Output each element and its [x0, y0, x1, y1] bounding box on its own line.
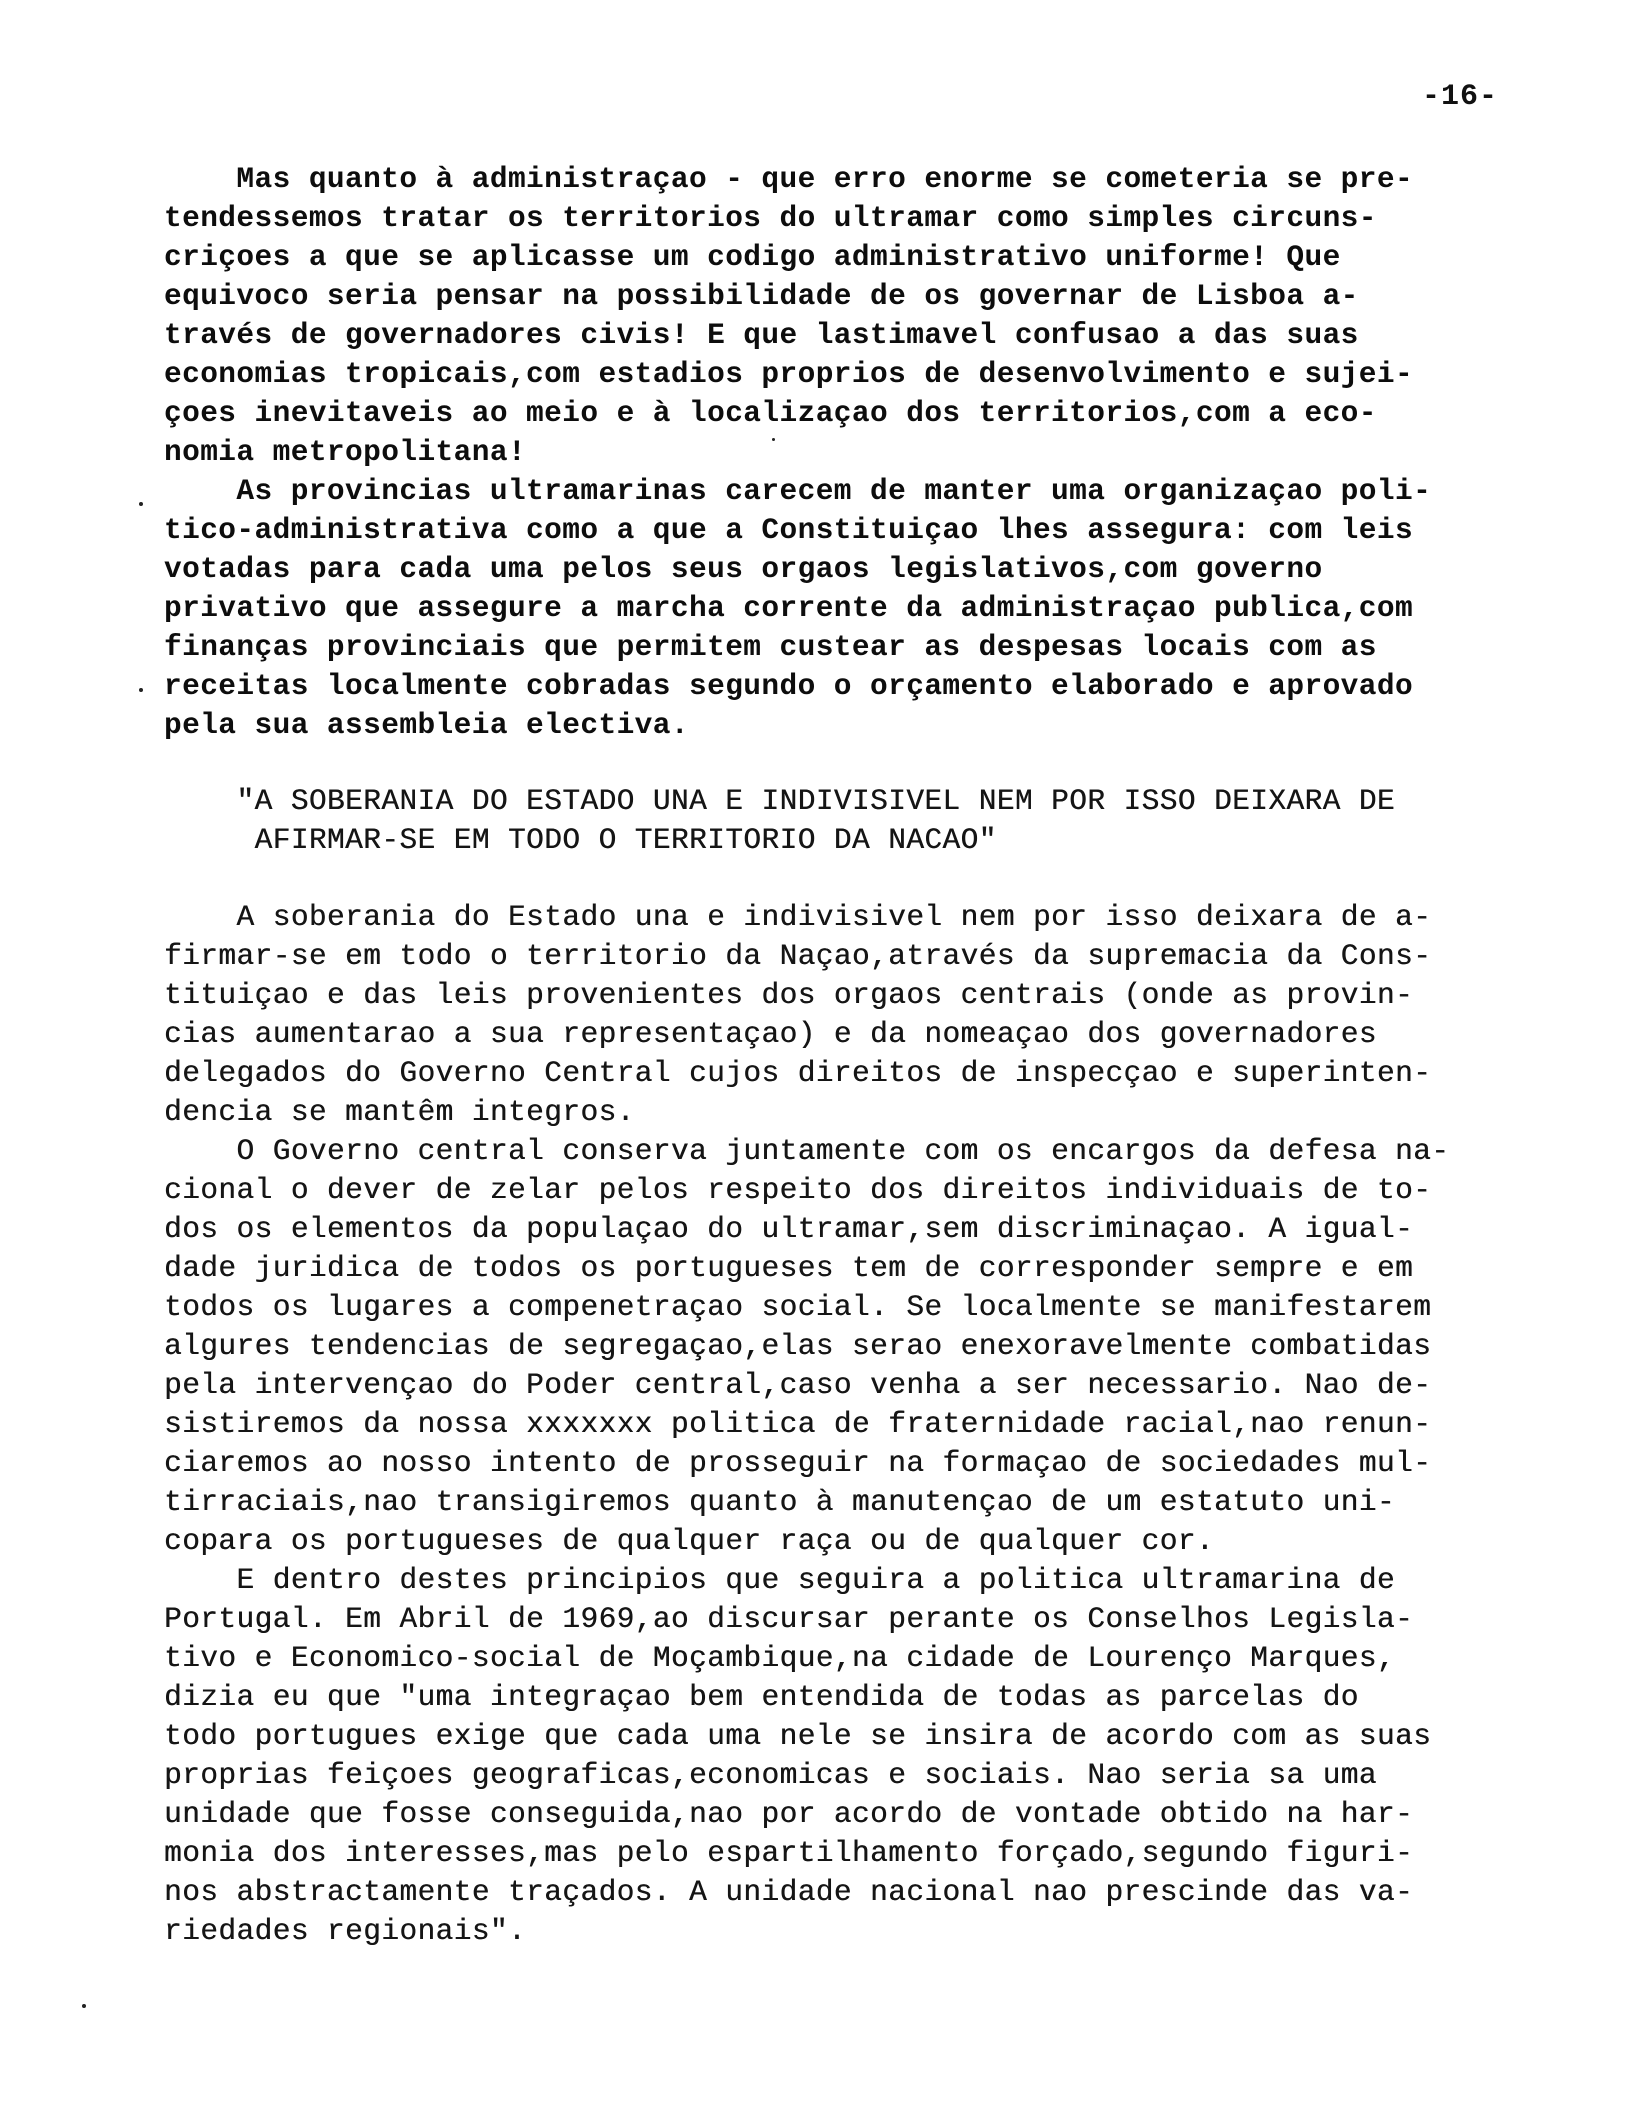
section-heading	[164, 782, 1564, 860]
paragraph-central-government	[164, 1132, 1564, 1561]
text-line: tendessemos tratar os territorios do ultramar como simples circuns-	[164, 201, 1377, 235]
text-line: proprias feiçoes geograficas,economicas e sociais. Nao seria sa uma	[164, 1758, 1377, 1792]
text-line: As provincias ultramarinas carecem de manter uma organizaçao poli-	[164, 474, 1432, 508]
heading-line: "A SOBERANIA DO ESTADO UNA E INDIVISIVEL NEM POR ISSO DEIXARA DE	[164, 784, 1395, 818]
text-line: pela sua assembleia electiva.	[164, 708, 689, 742]
text-line: dizia eu que "uma integraçao bem entendida de todas as parcelas do	[164, 1680, 1359, 1714]
text-line: monia dos interesses,mas pelo espartilhamento forçado,segundo figuri-	[164, 1836, 1414, 1870]
text-line: nomia metropolitana!	[164, 435, 527, 469]
text-line: firmar-se em todo o territorio da Naçao,através da supremacia da Cons-	[164, 939, 1432, 973]
text-line: pela intervençao do Poder central,caso venha a ser necessario. Nao de-	[164, 1368, 1432, 1402]
text-line: riedades regionais".	[164, 1914, 527, 1948]
paragraph-administration	[164, 160, 1564, 472]
scan-speck	[772, 438, 775, 441]
paragraph-sovereignty	[164, 898, 1564, 1132]
text-line: nos abstractamente traçados. A unidade nacional nao prescinde das va-	[164, 1875, 1414, 1909]
text-line: A soberania do Estado una e indivisivel nem por isso deixara de a-	[164, 900, 1432, 934]
text-line: Mas quanto à administraçao - que erro enorme se cometeria se pre-	[164, 162, 1414, 196]
text-line: tirraciais,nao transigiremos quanto à manutençao de um estatuto uni-	[164, 1485, 1395, 1519]
text-line: dos os elementos da populaçao do ultramar,sem discriminaçao. A igual-	[164, 1212, 1414, 1246]
text-line: equivoco seria pensar na possibilidade de os governar de Lisboa a-	[164, 279, 1359, 313]
text-line: todo portugues exige que cada uma nele se insira de acordo com as suas	[164, 1719, 1432, 1753]
scan-speck	[139, 502, 143, 506]
text-line: algures tendencias de segregaçao,elas serao enexoravelmente combatidas	[164, 1329, 1432, 1363]
text-line: todos os lugares a compenetraçao social. Se localmente se manifestarem	[164, 1290, 1432, 1324]
text-line: finanças provinciais que permitem custear as despesas locais com as	[164, 630, 1377, 664]
heading-line: AFIRMAR-SE EM TODO O TERRITORIO DA NACAO"	[164, 823, 997, 857]
text-line: cias aumentarao a sua representaçao) e da nomeaçao dos governadores	[164, 1017, 1377, 1051]
text-line: cional o dever de zelar pelos respeito dos direitos individuais de to-	[164, 1173, 1432, 1207]
text-line: çoes inevitaveis ao meio e à localizaçao dos territorios,com a eco-	[164, 396, 1377, 430]
page-number: -16-	[1422, 80, 1499, 114]
text-line: sistiremos da nossa xxxxxxx politica de fraternidade racial,nao renun-	[164, 1407, 1432, 1441]
text-line: dade juridica de todos os portugueses tem de corresponder sempre e em	[164, 1251, 1414, 1285]
text-line: delegados do Governo Central cujos direitos de inspecçao e superinten-	[164, 1056, 1432, 1090]
text-line: copara os portugueses de qualquer raça ou de qualquer cor.	[164, 1524, 1214, 1558]
text-line: través de governadores civis! E que lastimavel confusao a das suas	[164, 318, 1359, 352]
text-line: criçoes a que se aplicasse um codigo administrativo uniforme! Que	[164, 240, 1341, 274]
paragraph-overseas-provinces	[164, 472, 1564, 745]
text-line: O Governo central conserva juntamente com os encargos da defesa na-	[164, 1134, 1450, 1168]
scan-speck	[139, 688, 143, 692]
text-line: unidade que fosse conseguida,nao por acordo de vontade obtido na har-	[164, 1797, 1414, 1831]
text-line: votadas para cada uma pelos seus orgaos legislativos,com governo	[164, 552, 1323, 586]
text-line: privativo que assegure a marcha corrente da administraçao publica,com	[164, 591, 1414, 625]
text-line: receitas localmente cobradas segundo o orçamento elaborado e aprovado	[164, 669, 1414, 703]
text-line: E dentro destes principios que seguira a politica ultramarina de	[164, 1563, 1395, 1597]
paragraph-policy-principles	[164, 1561, 1564, 1951]
text-line: tituiçao e das leis provenientes dos orgaos centrais (onde as provin-	[164, 978, 1414, 1012]
text-line: Portugal. Em Abril de 1969,ao discursar perante os Conselhos Legisla-	[164, 1602, 1414, 1636]
scan-speck	[82, 2004, 86, 2008]
text-line: ciaremos ao nosso intento de prosseguir na formaçao de sociedades mul-	[164, 1446, 1432, 1480]
text-line: tivo e Economico-social de Moçambique,na cidade de Lourenço Marques,	[164, 1641, 1395, 1675]
text-line: tico-administrativa como a que a Constituiçao lhes assegura: com leis	[164, 513, 1414, 547]
text-line: dencia se mantêm integros.	[164, 1095, 635, 1129]
text-line: economias tropicais,com estadios proprios de desenvolvimento e sujei-	[164, 357, 1414, 391]
